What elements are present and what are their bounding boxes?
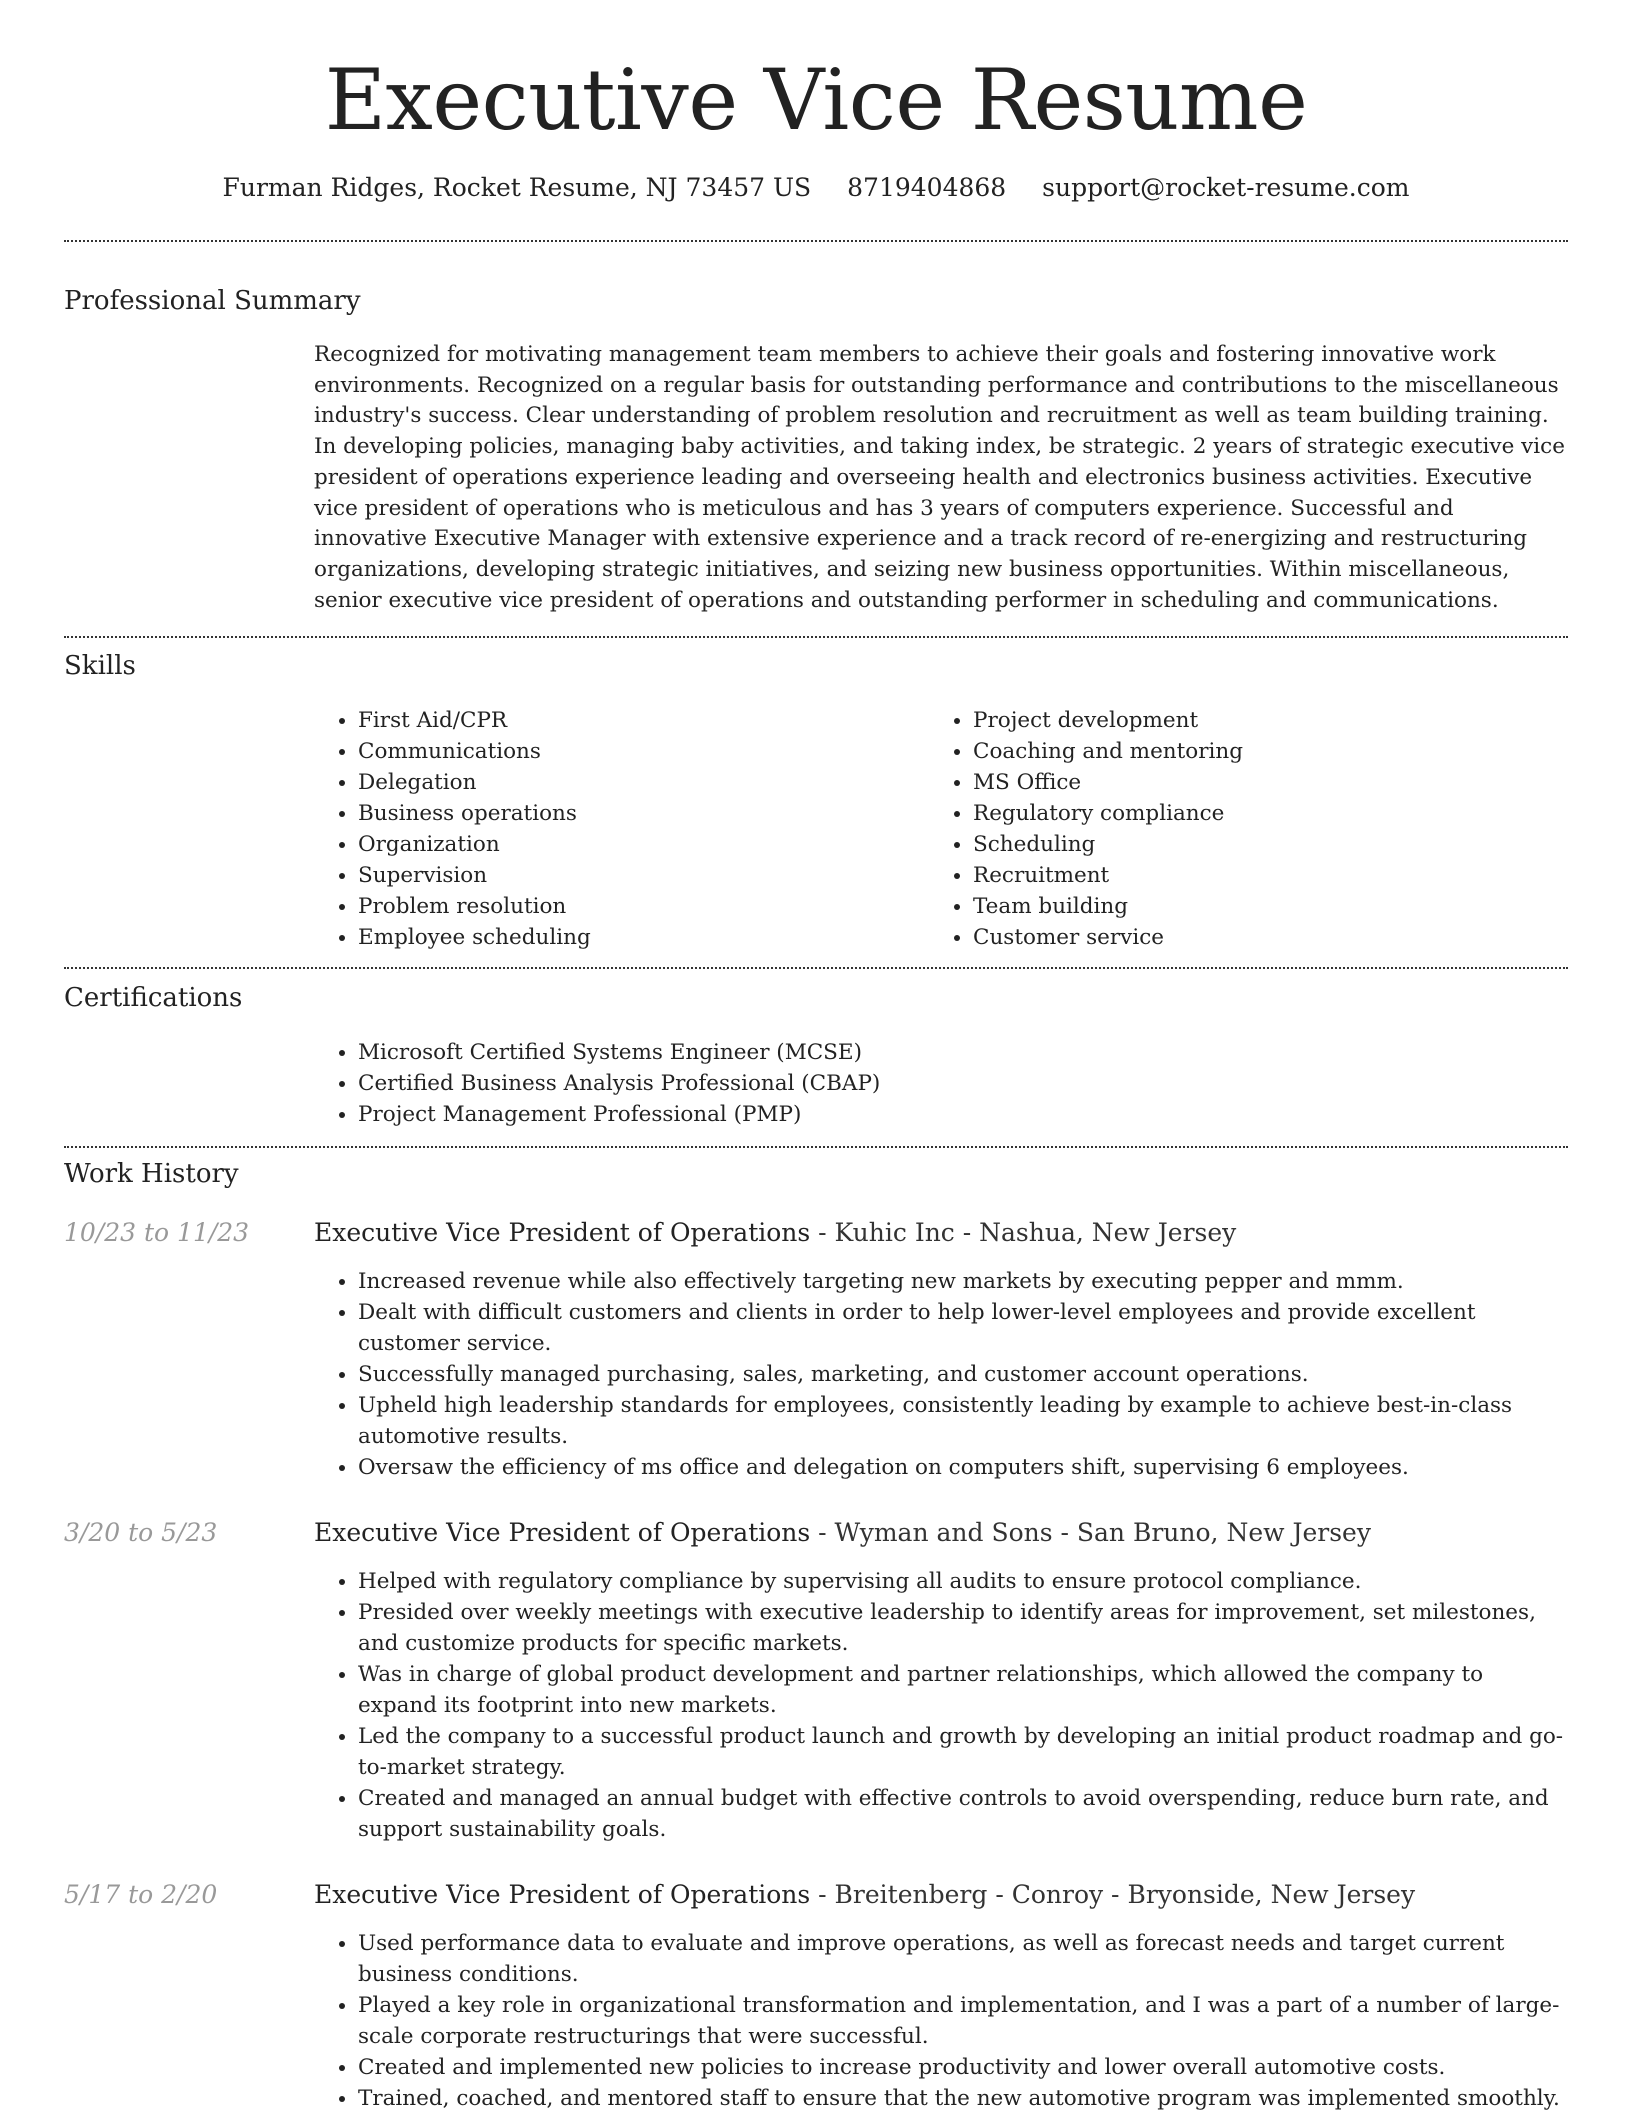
skill-item: • First Aid/CPR: [358, 705, 918, 736]
section-divider: [64, 1146, 1568, 1148]
job-company: - Breitenberg - Conroy - Bryonside, New Jersey: [810, 1880, 1416, 1909]
job-bullet: • Led the company to a successful product launch and growth by developing an initial product roadmap and go-to-market strategy.: [358, 1721, 1568, 1783]
skill-item: • Customer service: [973, 922, 1573, 953]
job-role: Executive Vice President of Operations: [314, 1218, 811, 1247]
skill-item: • Problem resolution: [358, 891, 918, 922]
certifications-heading: Certifications: [64, 983, 243, 1013]
skills-list-right: [929, 705, 1573, 953]
skill-item: • Business operations: [358, 798, 918, 829]
job-bullet: • Upheld high leadership standards for employees, consistently leading by example to achieve best-in-class automotive results.: [358, 1390, 1568, 1452]
job-bullet: • Presided over weekly meetings with executive leadership to identify areas for improvement, set milestones, and customize products for specific markets.: [358, 1597, 1568, 1659]
certification-item: • Certified Business Analysis Professional (CBAP): [358, 1068, 1568, 1099]
skill-item: • Recruitment: [973, 860, 1573, 891]
job-dates: 10/23 to 11/23: [64, 1218, 250, 1247]
skill-item: • Supervision: [358, 860, 918, 891]
job-title: [314, 1877, 1568, 1913]
job-bullet: • Used performance data to evaluate and improve operations, as well as forecast needs and target current business conditions.: [358, 1928, 1568, 1990]
job-bullet: • Helped with regulatory compliance by supervising all audits to ensure protocol compliance.: [358, 1566, 1568, 1597]
job-bullet: • Oversaw the efficiency of ms office and delegation on computers shift, supervising 6 employees.: [358, 1452, 1568, 1483]
job-bullet: • Dealt with difficult customers and clients in order to help lower-level employees and provide excellent customer service.: [358, 1297, 1568, 1359]
resume-name: Executive Vice Resume: [324, 51, 1308, 149]
summary-heading: Professional Summary: [64, 286, 361, 316]
skill-item: • Delegation: [358, 767, 918, 798]
job-title: [314, 1515, 1568, 1551]
summary-text: Recognized for motivating management team members to achieve their goals and fostering innovative work environments. Recognized on a regular basis for outstanding performance and contributions to the miscellaneous industry's success. Clear understanding of problem resolution and recruitment as well as team building training. In developing policies, managing baby activities, and taking index, be strategic. 2 years of strategic executive vice president of operations experience leading and overseeing health and electronics business activities. Executive vice president of operations who is meticulous and has 3 years of computers experience. Successful and innovative Executive Manager with extensive experience and a track record of re-energizing and restructuring organizations, developing strategic initiatives, and seizing new business opportunities. Within miscellaneous, senior executive vice president of operations and outstanding performer in scheduling and communications.: [314, 342, 1565, 613]
job-bullet: • Trained, coached, and mentored staff to ensure that the new automotive program was implemented smoothly.: [358, 2083, 1568, 2114]
job-bullet: • Created and managed an annual budget with effective controls to avoid overspending, reduce burn rate, and support sustainability goals.: [358, 1783, 1568, 1845]
skill-item: • Regulatory compliance: [973, 798, 1573, 829]
job-bullet: • Was in charge of global product development and partner relationships, which allowed the company to expand its footprint into new markets.: [358, 1659, 1568, 1721]
job-title: [314, 1215, 1568, 1251]
job-role: Executive Vice President of Operations: [314, 1518, 811, 1547]
skill-item: • Organization: [358, 829, 918, 860]
job-bullets: [314, 1566, 1568, 1845]
section-divider: [64, 636, 1568, 638]
skills-list-left: [314, 705, 918, 953]
skill-item: • MS Office: [973, 767, 1573, 798]
certification-item: • Microsoft Certified Systems Engineer (MCSE): [358, 1037, 1568, 1068]
job-bullet: • Successfully managed purchasing, sales, marketing, and customer account operations.: [358, 1359, 1568, 1390]
job-bullet: • Created and implemented new policies to increase productivity and lower overall automotive costs.: [358, 2052, 1568, 2083]
certifications-list: [314, 1037, 1568, 1130]
job-bullet: • Increased revenue while also effectively targeting new markets by executing pepper and mmm.: [358, 1266, 1568, 1297]
skill-item: • Employee scheduling: [358, 922, 918, 953]
job-company: - Wyman and Sons - San Bruno, New Jersey: [810, 1518, 1371, 1547]
section-divider: [64, 967, 1568, 969]
skill-item: • Scheduling: [973, 829, 1573, 860]
address-text: Furman Ridges, Rocket Resume, NJ 73457 US: [222, 173, 812, 202]
skill-item: • Team building: [973, 891, 1573, 922]
email-link[interactable]: support@rocket-resume.com: [1042, 173, 1410, 202]
job-dates: 3/20 to 5/23: [64, 1518, 218, 1547]
section-divider: [64, 240, 1568, 242]
job-company: - Kuhic Inc - Nashua, New Jersey: [810, 1218, 1237, 1247]
job-bullets: [314, 1266, 1568, 1483]
skill-item: • Coaching and mentoring: [973, 736, 1573, 767]
certification-item: • Project Management Professional (PMP): [358, 1099, 1568, 1130]
job-bullets: [314, 1928, 1568, 2114]
skill-item: • Project development: [973, 705, 1573, 736]
job-dates: 5/17 to 2/20: [64, 1880, 218, 1909]
contact-line: [0, 170, 1632, 206]
phone-text: 8719404868: [847, 173, 1007, 202]
skill-item: • Communications: [358, 736, 918, 767]
work-history-heading: Work History: [64, 1159, 239, 1189]
job-role: Executive Vice President of Operations: [314, 1880, 811, 1909]
skills-heading: Skills: [64, 651, 136, 681]
job-bullet: • Played a key role in organizational transformation and implementation, and I was a part of a number of large-scale corporate restructurings that were successful.: [358, 1990, 1568, 2052]
